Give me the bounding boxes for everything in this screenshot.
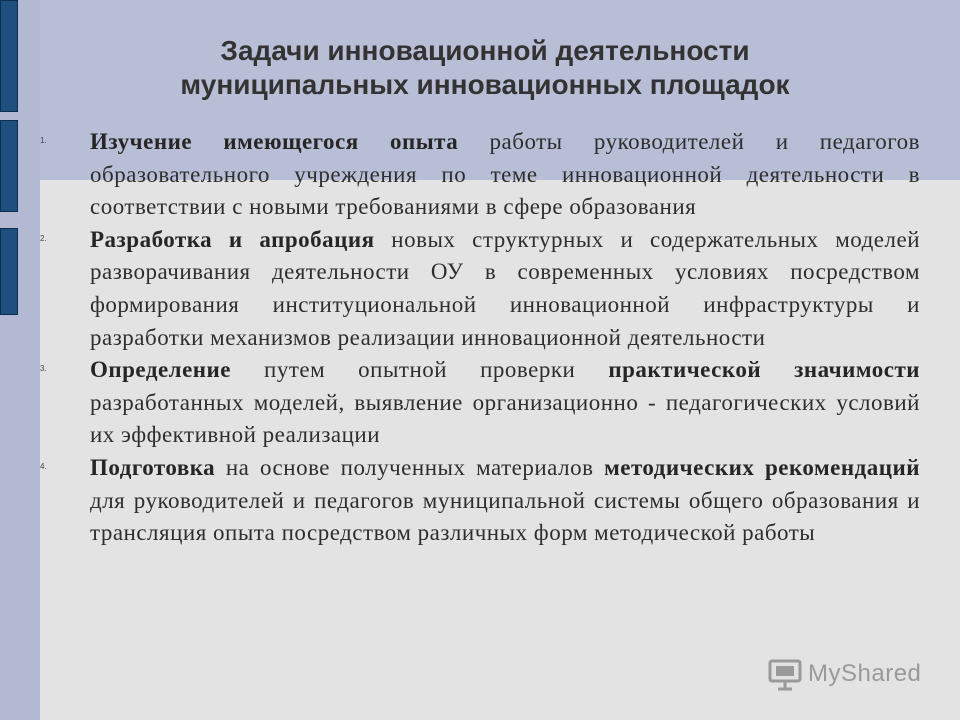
- task-list: [40, 126, 920, 550]
- decorative-stripe: [0, 228, 18, 315]
- item-number: 4.: [40, 461, 47, 471]
- item-bold-phrase: Изучение имеющегося опыта: [90, 129, 459, 154]
- list-item: [40, 224, 920, 354]
- presentation-board-icon: [768, 657, 802, 691]
- decorative-stripe: [0, 120, 18, 212]
- item-bold-phrase: Подготовка: [90, 454, 216, 480]
- slide-title: [80, 34, 890, 102]
- item-text: [90, 126, 920, 224]
- item-rest: новых структурных и содержательных моделей разворачивания деятельности ОУ в современных условиях посредством формирования институциональной инновационной инфраструктуры и разработки механизмов реализации инновационной деятельности: [90, 226, 921, 350]
- left-band: [0, 0, 40, 720]
- item-bold-phrase-2: практической значимости: [608, 357, 921, 383]
- list-item: [40, 126, 920, 224]
- item-bold-phrase-2: методических рекомендаций: [604, 454, 920, 480]
- item-mid: на основе полученных материалов: [215, 454, 605, 480]
- item-text: [90, 354, 920, 452]
- slide-title-line: Задачи инновационной деятельности: [220, 35, 750, 66]
- item-number: 3.: [40, 364, 47, 374]
- item-bold-phrase: Определение: [90, 357, 232, 383]
- list-item: [40, 354, 920, 452]
- item-text: [90, 452, 920, 550]
- list-item: [40, 452, 920, 550]
- item-bold-phrase: Разработка и апробация: [90, 226, 375, 252]
- item-rest: для руководителей и педагогов муниципальной системы общего образования и трансляция опыта посредством различных форм методической работы: [90, 487, 920, 546]
- item-number: 2.: [40, 233, 47, 243]
- watermark-text: MyShared: [808, 660, 922, 687]
- decorative-stripe: [0, 0, 18, 112]
- watermark: [768, 656, 921, 692]
- item-text: [90, 224, 920, 354]
- item-mid: путем опытной проверки: [231, 357, 609, 383]
- item-rest: разработанных моделей, выявление организационно - педагогических условий их эффективной реализации: [90, 389, 920, 448]
- item-rest: работы руководителей и педагогов образовательного учреждения по теме инновационной деятельности в соответствии с новыми требованиями в сфере образования: [90, 129, 920, 220]
- item-number: 1.: [40, 136, 47, 145]
- slide-title-line: муниципальных инновационных площадок: [180, 69, 790, 100]
